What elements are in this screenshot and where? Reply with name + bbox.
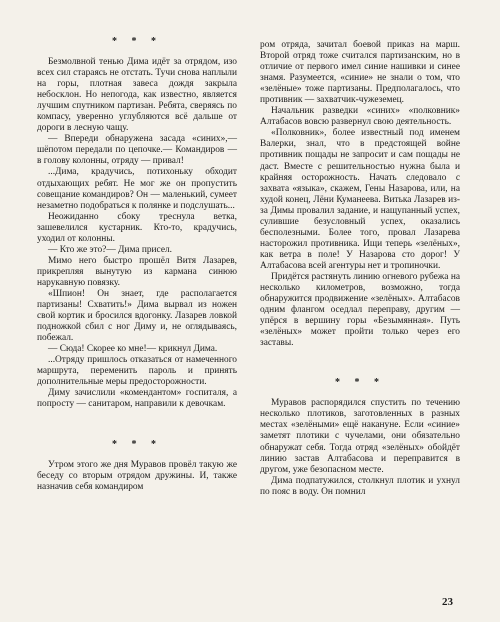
section-text [37, 460, 237, 493]
paragraph: Начальник разведки «синих» «полковник» Алтабасов вовсю развернул свою деятельность. [260, 106, 460, 128]
section-divider: * * * [112, 36, 162, 47]
paragraph: Мимо него быстро прошёл Витя Лазарев, прикрепляя вынутую из кармана синюю нарукавную повязку. [37, 255, 237, 288]
section-divider: * * * [335, 377, 385, 389]
paragraph: Безмолвной тенью Дима идёт за отрядом, изо всех сил стараясь не отстать. Тучи снова наплыли на горы, плотная завеса дождя закрыла небосклон. Но непогода, как известно, является лучшим спутником партизан. Ребята, сверяясь по компасу, уверенно углубляются всё дальше от дороги в лесную чащу. [37, 57, 237, 134]
right-column [260, 40, 460, 498]
paragraph: ...Дима, крадучись, потихоньку обходит отдыхающих ребят. Не мог же он пропустить совещание командиров? Он — маленький, сумеет незаметно подобраться к полянке и подслушать... [37, 167, 237, 211]
section-text [37, 57, 237, 411]
paragraph: — Кто же это?— Дима присел. [48, 244, 173, 255]
page-number: 23 [442, 596, 453, 608]
section-text [260, 398, 460, 497]
section-divider: * * * [112, 438, 162, 450]
paragraph: ...Отряду пришлось отказаться от намеченного маршрута, переменить пароль и принять дополнительные меры предосторожности. [37, 355, 237, 388]
left-column [37, 36, 237, 493]
paragraph: «Шпион! Он знает, где располагается партизаны! Схватить!» Дима вырвал из ножен свой кортик и бросился вдогонку. Лазарев ловкой подножкой сбил с ног Диму и, не оглядываясь, побежал. [37, 288, 237, 344]
paragraph: Муравов распорядился спустить по течению несколько плотиков, заготовленных в разных местах «зелёными» ещё накануне. Если «синие» заметят плотики с чучелами, они обязательно обнаружат себя. Тогда отряд «зелёных» обойдёт линию застав Алтабасова и переправится в другом, уже безопасном месте. [260, 398, 460, 475]
section-text [260, 40, 460, 349]
paragraph: ром отряда, зачитал боевой приказ на марш. Второй отряд тоже считался партизанским, но в отличие от первого имел синие нашивки и синее знамя. Разумеется, «синие» не знали о том, что «зелёные» тоже партизаны. Предполагалось, что противник — захватчик-чужеземец. [260, 40, 460, 106]
paragraph: Диму зачислили «комендантом» госпиталя, а попросту — санитаром, направили к девочкам. [37, 388, 237, 410]
paragraph: Утром этого же дня Муравов провёл такую же беседу со вторым отрядом дружины. И, также назначив себя командиром [37, 459, 237, 492]
paragraph: Придётся растянуть линию огневого рубежа на несколько километров, возможно, тогда обнаружится продвижение «зелёных». Алтабасов одним флангом оседлал переправу, другим — упёрся в вершину горы «Безымянная». Путь «зелёных» может пройти только через его заставы. [260, 271, 460, 349]
paragraph: — Сюда! Скорее ко мне!— крикнул Дима. [48, 344, 218, 355]
paragraph: Дима подпатужился, столкнул плотик и ухнул по пояс в воду. Он помнил [260, 475, 460, 497]
paragraph: «Полковник», более известный под именем Валерки, знал, что в предстоящей войне противник пощады не запросит и сам пощады не даст. Вместе с решительностью нужна была и крайняя осторожность. Начать следовало с захвата «языка», скажем, Гены Назарова, или, на худой конец, Лёни Куманеева. Витька Лазарев из-за Димы провалил задание, и нащупанный успех, сулившие безусловный успех, оказались бесполезными. Более того, провал Лазарева насторожил противника. Ищи теперь «зелёных», как ветра в поле! У Назарова сто дорог! У Алтабасова всей агентуры нет и тропиночки. [260, 128, 460, 271]
paragraph: — Впереди обнаружена засада «синих»,— шёпотом передали по цепочке.— Командиров — в голову колонны, отряду — привал! [37, 134, 237, 167]
paragraph: Неожиданно сбоку треснула ветка, зашевелился кустарник. Кто-то, крадучись, уходил от колонны. [37, 211, 237, 244]
